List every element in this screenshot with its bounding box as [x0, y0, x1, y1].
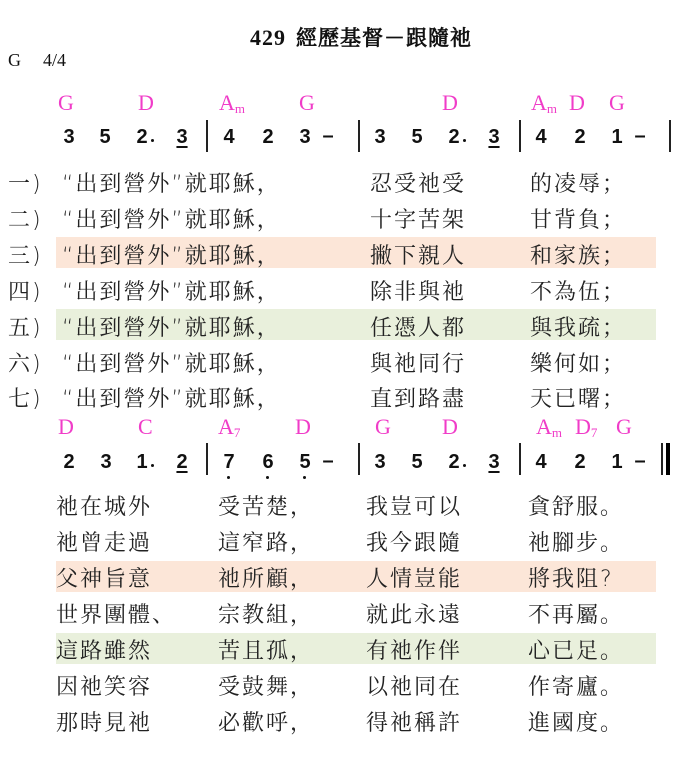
note: 5 [411, 451, 423, 473]
lyric-phrase: 和家族； [530, 244, 627, 269]
dash: – [322, 125, 334, 147]
chord: D [58, 414, 74, 439]
barline [669, 120, 671, 152]
augmentation-dot [463, 464, 466, 467]
note-low-octave: 7 [221, 451, 237, 474]
lyric-phrase: “出到營外”就耶穌， [62, 316, 281, 341]
key-time-signature [8, 50, 66, 71]
dash: – [634, 450, 646, 472]
note: 5 [411, 126, 423, 148]
note-underlined: 2 [176, 451, 188, 473]
verse-line [8, 275, 626, 306]
verse-label: 五) [8, 316, 43, 341]
note: 4 [535, 451, 547, 473]
note: 2 [63, 451, 75, 473]
lyric-phrase: 不為伍； [530, 280, 627, 305]
final-barline-thick [666, 443, 670, 475]
chord: $A_7$ [218, 414, 241, 440]
lyric-phrase: 與我疏； [530, 316, 627, 341]
note-underlined: 3 [488, 451, 500, 473]
verse-line [8, 239, 626, 270]
note: 3 [63, 126, 75, 148]
chord: D [295, 414, 311, 439]
chord: D [442, 90, 458, 115]
chord: G [58, 90, 74, 115]
chord: G [299, 90, 315, 115]
note: 2 [262, 126, 274, 148]
hymn-title [250, 22, 472, 52]
note: 3 [374, 451, 386, 473]
note: 3 [100, 451, 112, 473]
lyric-phrase: 除非與祂 [370, 280, 467, 305]
augmentation-dot [151, 464, 154, 467]
note-low-octave: 5 [297, 451, 313, 474]
lyric-phrase: 天已曙； [530, 387, 627, 412]
chord: D [138, 90, 154, 115]
verse-line: 父神旨意 祂所顧， 人情豈能 將我阻? [56, 567, 614, 592]
lyric-phrase: “出到營外”就耶穌， [62, 208, 281, 233]
note-underlined: 3 [176, 126, 188, 148]
lyric-phrase: “出到營外”就耶穌， [62, 244, 281, 269]
verse-line [8, 167, 626, 198]
note: 3 [374, 126, 386, 148]
note: 1 [611, 126, 623, 148]
chord: G [609, 90, 625, 115]
verse-line: 那時見祂 必歡呼， 得祂稱許 進國度。 [56, 711, 625, 736]
chord: G [616, 414, 632, 439]
lyric-phrase: “出到營外”就耶穌， [62, 387, 281, 412]
lyric-phrase: 與祂同行 [370, 352, 467, 377]
note: 1 [136, 451, 148, 473]
verse-line [8, 203, 626, 234]
note: 2 [574, 451, 586, 473]
note: 5 [99, 126, 111, 148]
lyric-phrase: 甘背負； [530, 208, 627, 233]
barline [519, 120, 521, 152]
augmentation-dot [151, 139, 154, 142]
chord: D [442, 414, 458, 439]
key-signature: G [8, 50, 21, 70]
augmentation-dot [463, 139, 466, 142]
hymn-number: 429 [250, 25, 286, 50]
chord: $A_m$ [219, 90, 246, 116]
chord: D [569, 90, 585, 115]
note: 1 [611, 451, 623, 473]
chord: G [375, 414, 391, 439]
lyric-phrase: “出到營外”就耶穌， [62, 280, 281, 305]
verse-line [8, 382, 626, 413]
lyric-phrase: 的凌辱； [530, 172, 627, 197]
note-underlined: 3 [488, 126, 500, 148]
chord: $A_m$ [531, 90, 558, 116]
verse-line [8, 347, 626, 378]
verse-label: 四) [8, 280, 43, 305]
final-barline-thin [661, 443, 663, 475]
chord: $A_m$ [536, 414, 563, 440]
barline [206, 443, 208, 475]
low-octave-dot [303, 476, 306, 479]
note: 2 [574, 126, 586, 148]
barline [358, 120, 360, 152]
verse-line: 因祂笑容 受鼓舞， 以祂同在 作寄廬。 [56, 675, 625, 700]
barline [206, 120, 208, 152]
verse-line: 祂在城外 受苦楚， 我豈可以 貪舒服。 [56, 495, 625, 520]
verse-label: 二) [8, 208, 43, 233]
verse-label: 七) [8, 387, 43, 412]
low-octave-dot [266, 476, 269, 479]
note-low-octave: 6 [260, 451, 276, 474]
barline [358, 443, 360, 475]
note: 4 [535, 126, 547, 148]
note: 2 [136, 126, 148, 148]
lyric-phrase: 直到路盡 [370, 387, 467, 412]
dash: – [634, 125, 646, 147]
lyric-phrase: 撇下親人 [370, 244, 467, 269]
time-signature: 4/4 [43, 50, 67, 70]
lyric-phrase: “出到營外”就耶穌， [62, 172, 281, 197]
dash: – [322, 450, 334, 472]
chord: $D_7$ [575, 414, 598, 440]
chord: C [138, 414, 153, 439]
note: 3 [299, 126, 311, 148]
low-octave-dot [227, 476, 230, 479]
verse-label: 一) [8, 172, 43, 197]
note: 2 [448, 126, 460, 148]
lyric-phrase: 樂何如； [530, 352, 627, 377]
verse-line: 世界團體、 宗教組， 就此永遠 不再屬。 [56, 603, 625, 628]
lyric-phrase: “出到營外”就耶穌， [62, 352, 281, 377]
verse-label: 三) [8, 244, 43, 269]
verse-label: 六) [8, 352, 43, 377]
lyric-phrase: 十字苦架 [370, 208, 467, 233]
hymn-name: 經歷基督－跟隨祂 [296, 26, 472, 50]
verse-line [8, 311, 626, 342]
note: 2 [448, 451, 460, 473]
verse-line: 這路雖然 苦且孤， 有祂作伴 心已足。 [56, 639, 625, 664]
note: 4 [223, 126, 235, 148]
lyric-phrase: 任憑人都 [370, 316, 467, 341]
verse-line: 祂曾走過 這窄路， 我今跟隨 祂腳步。 [56, 531, 625, 556]
lyric-phrase: 忍受祂受 [370, 172, 467, 197]
barline [519, 443, 521, 475]
